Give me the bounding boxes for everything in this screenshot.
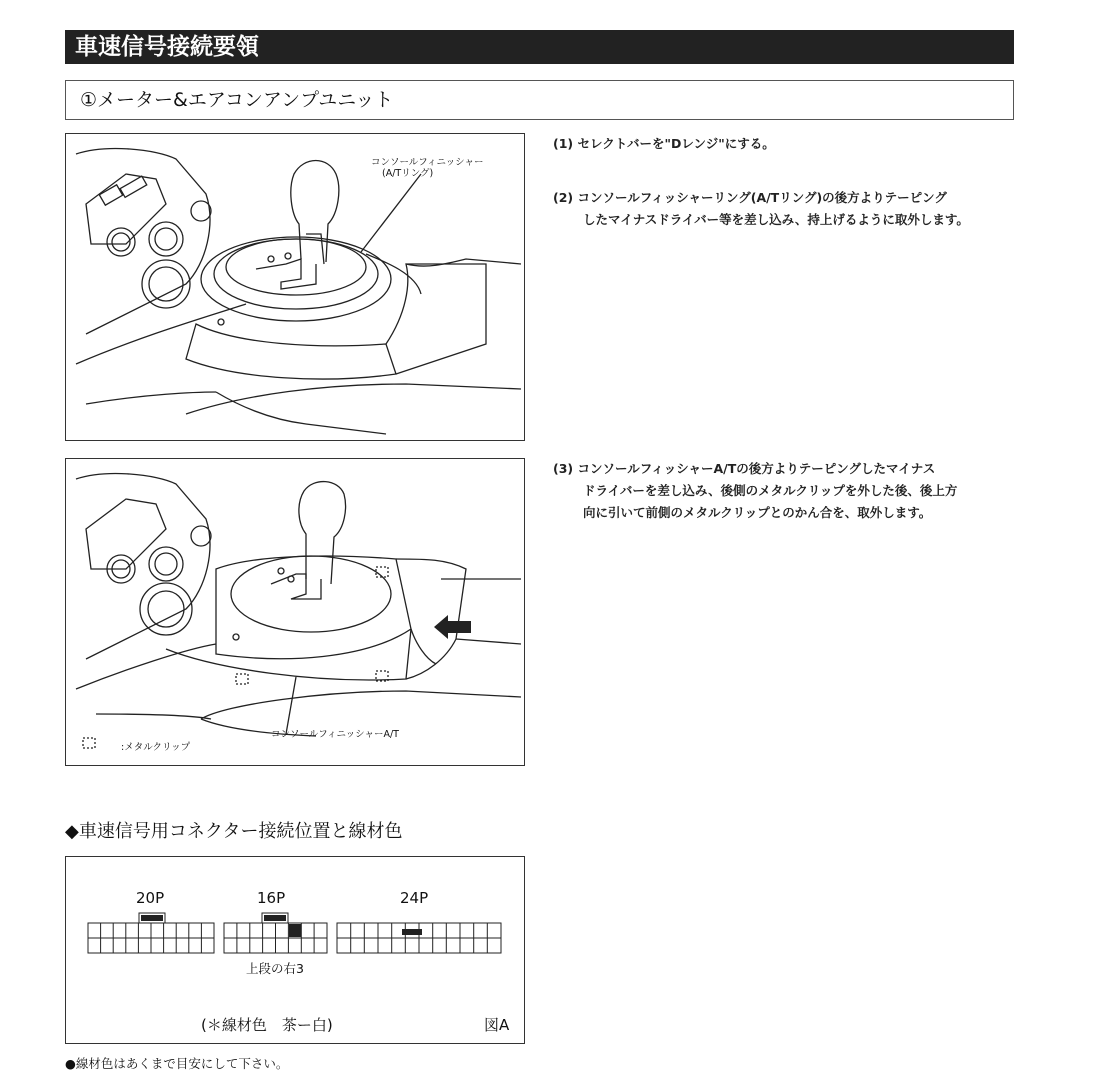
console-ring-label-line2: (A/Tリング) bbox=[382, 168, 434, 179]
figure-a-label: 図A bbox=[484, 1016, 510, 1034]
console-ring-illustration bbox=[66, 134, 524, 440]
step-2 bbox=[553, 187, 969, 231]
step-3 bbox=[553, 458, 957, 524]
connector-20p-label: 20P bbox=[136, 889, 165, 907]
step-2-line2: したマイナスドライバー等を差し込み、持上げるように取外します。 bbox=[583, 212, 969, 227]
metal-clip-legend: :メタルクリップ bbox=[121, 742, 191, 753]
connector-16p-label: 16P bbox=[257, 889, 286, 907]
step-1 bbox=[553, 133, 775, 155]
console-finisher-illustration bbox=[66, 459, 524, 765]
figure-connectors bbox=[65, 856, 525, 1044]
connector-section-heading: ◆車速信号用コネクター接続位置と線材色 bbox=[65, 821, 403, 842]
step-3-line1: (3) コンソールフィッシャーA/Tの後方よりテーピングしたマイナス bbox=[553, 461, 936, 476]
step-1-text: (1) セレクトバーを"Dレンジ"にする。 bbox=[553, 136, 775, 151]
position-note: 上段の右3 bbox=[246, 961, 304, 976]
step-3-line2: ドライバーを差し込み、後側のメタルクリップを外した後、後上方 bbox=[583, 483, 958, 498]
page-title: 車速信号接続要領 bbox=[65, 30, 1014, 64]
step-3-line3: 向に引いて前側のメタルクリップとのかん合を、取外します。 bbox=[583, 505, 932, 520]
console-ring-label-line1: コンソールフィニッシャー bbox=[371, 157, 484, 168]
figure-console-finisher bbox=[65, 458, 525, 766]
footnote: ●線材色はあくまで目安にして下さい。 bbox=[65, 1056, 289, 1071]
console-finisher-label: コンソールフィニッシャーA/T bbox=[271, 729, 399, 740]
section-subtitle: ①メーター&エアコンアンプユニット bbox=[65, 80, 1014, 120]
wire-color-note: (＊線材色 茶ー白) bbox=[201, 1016, 333, 1034]
connector-24p-label: 24P bbox=[400, 889, 429, 907]
step-2-line1: (2) コンソールフィッシャーリング(A/Tリング)の後方よりテーピング bbox=[553, 190, 947, 205]
figure-console-ring bbox=[65, 133, 525, 441]
